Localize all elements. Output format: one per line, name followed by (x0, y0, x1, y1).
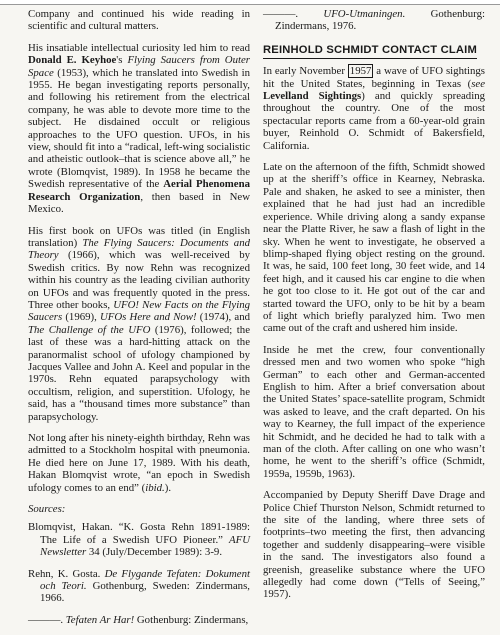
book-title: UFO! New Facts on the Flying Saucers (28, 298, 250, 324)
left-column (28, 8, 250, 635)
body-paragraph: His insatiable intellectual curiosity led him to read Donald E. Keyhoe's Flying Saucers from Outer Space (1953), which he translated into Swedish in 1955. He began investigating reports personally, and following his retirement from the electrical company, he was able to devote more time to the subject. He disdained occult or religious approaches to the UFO question. UFOs, in his view, should fit into a “radical, left-wing socialistic and atheistic outlook–that is science above all,” he wrote (Blomqvist, 1989). In 1958 he became the Swedish representative of the Aerial Phenomena Research Organization, then based in New Mexico. (28, 41, 251, 216)
cross-reference: Aerial Phenomena Research Organization (28, 178, 250, 203)
body-paragraph: Inside he met the crew, four conventionally dressed men and two women who spoke “high German” to each other and German-accented English to him. After a brief conversation about the United States’ space-satellite program, Schmidt was asked to leave, and the craft departed. On his way to Kearney, the full impact of the experience hit Schmidt, and he decided he had to talk with a man of the cloth. After calling on one who wasn’t home, he went to the sheriff’s office (Schmidt, 1959a, 1959b, 1963). (263, 343, 485, 480)
book-title: The Flying Saucers: Documents and Theory (28, 236, 250, 262)
header-rule (0, 4, 500, 5)
source-entry: Blomqvist, Hakan. “K. Gosta Rehn 1891-1989: The Life of a Swedish UFO Pioneer.” AFU Newsletter 34 (July/December 1989): 3-9. (28, 521, 250, 559)
source-entry: ———. UFO-Utmaningen. Gothenburg: Zindermans, 1976. (263, 8, 485, 33)
book-title: Flying Saucers from Outer Space (28, 54, 251, 79)
body-paragraph: Not long after his ninety-eighth birthday, Rehn was admitted to a Stockholm hospital with pneumonia. He died here on June 17, 1989. With his death, Hakan Blomqvist wrote, “an epoch in Swedish ufology comes to an end” (ibid.). (28, 432, 250, 494)
right-column (263, 8, 485, 610)
source-entry: ———. Tefaten Ar Har! Gothenburg: Zindermans, (28, 613, 249, 626)
body-paragraph: His first book on UFOs was titled (in English translation) The Flying Saucers: Documents and Theory (1966), which was well-received by Swedish critics. By now Rehn was recognized within his country as the leading civilian authority on UFOs and was frequently quoted in the press. Three other books, UFO! New Facts on the Flying Saucers (1969), UFOs Here and Now! (1974), and The Challenge of the UFO (1976), followed; the last of these was a hard-hitting attack on the paranormalist school of ufology championed by Jacques Vallee and John A. Keel and popular in the 1970s. Rehn equated parapsychology with occultism, religion, and superstition. Ufology, he said, has a “thousand times more substance” than parapsychology. (28, 224, 250, 423)
book-title: UFOs Here and Now! (99, 311, 197, 324)
body-paragraph: In early November 1957 a wave of UFO sightings hit the United States, beginning in Texas (see Levelland Sightings) and quickly spreading throughout the country. One of the most spectacular reports came from a 60-year-old grain buyer, Reinhold O. Schmidt of Bakersfield, California. (263, 65, 485, 152)
source-entry: Rehn, K. Gosta. De Flygande Tefaten: Dokument och Teori. Gothenburg, Sweden: Zindermans, 1966. (28, 567, 250, 605)
sources-label: Sources: (28, 503, 66, 516)
section-heading: REINHOLD SCHMIDT CONTACT CLAIM (263, 44, 477, 59)
year-highlight: 1957 (349, 65, 372, 78)
body-paragraph: Late on the afternoon of the fifth, Schmidt showed up at the sheriff’s office in Kearney, Nebraska. Pale and shaken, he asked to see a minister, then explained that he had just had an incredible experience. While driving along a sandy expanse near the Platte River, he saw a flash of light in the sky. When he went to investigate, he observed a blimp-shaped flying object resting on the ground. It was, he said, 100 feet long, 30 feet wide, and 14 feet high, and it caused his car engine to die when he got too close to it. He got out of the car and started toward the UFO, only to be hit by a beam of light which briefly paralyzed him. Two men came out of the craft and ushered him inside. (263, 161, 485, 335)
page-top-band (0, 0, 500, 5)
body-paragraph: Accompanied by Deputy Sheriff Dave Drage and Police Chief Thurston Nelson, Schmidt returned to the site of the landing, where three sets of footprints–two meeting the first, then advancing together and suddenly disappearing–were visible in the sand. The investigators also found a greenish, greaselike substance where the UFO allegedly had come down (“Tells of Seeing,” 1957). (263, 489, 485, 601)
book-title: The Challenge of the UFO (28, 323, 151, 336)
body-paragraph: Company and continued his wide reading in scientific and cultural matters. (28, 8, 250, 33)
cross-reference: Donald E. Keyhoe (28, 54, 117, 67)
cross-reference: Levelland Sightings (263, 90, 362, 103)
